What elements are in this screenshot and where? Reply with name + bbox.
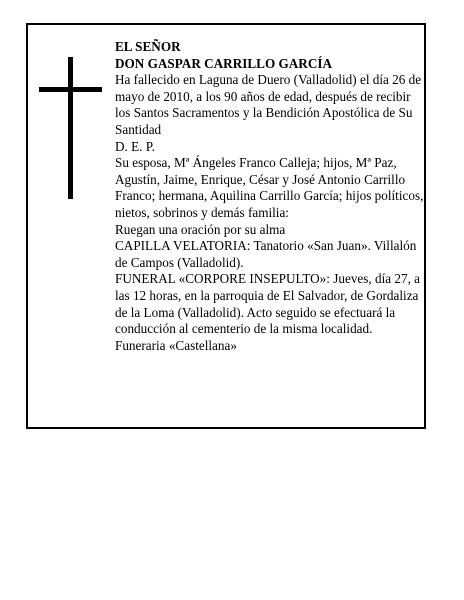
chapel-info: CAPILLA VELATORIA: Tanatorio «San Juan». Villalón de Campos (Valladolid). bbox=[115, 238, 417, 270]
funeral-home: Funeraria «Castellana» bbox=[115, 337, 237, 353]
obituary-text bbox=[115, 39, 425, 354]
funeral-info: FUNERAL «CORPORE INSEPULTO»: Jueves, día 27, a las 12 horas, en la parroquia de El Salvador, de Gordaliza de la Loma (Valladolid). Acto seguido se efectuará la conducción al cementerio de la misma localidad. bbox=[115, 271, 421, 337]
prayer-request: Ruegan una oración por su alma bbox=[115, 221, 286, 237]
deceased-name: DON GASPAR CARRILLO GARCÍA bbox=[115, 55, 332, 71]
family-list: Su esposa, Mª Ángeles Franco Calleja; hijos, Mª Paz, Agustín, Jaime, Enrique, César y José Antonio Carrillo Franco; hermana, Aquilina Carrillo García; hijos políticos, nietos, sobrinos y demás familia: bbox=[115, 155, 424, 220]
cross-vertical-bar bbox=[68, 57, 73, 199]
obituary-notice bbox=[26, 23, 426, 429]
heading-title: EL SEÑOR bbox=[115, 39, 181, 54]
death-announcement: Ha fallecido en Laguna de Duero (Valladolid) el día 26 de mayo de 2010, a los 90 años de edad, después de recibir los Santos Sacramentos y la Bendición Apostólica de Su Santidad bbox=[115, 72, 422, 137]
cross-horizontal-bar bbox=[39, 87, 102, 92]
rip-line: D. E. P. bbox=[115, 138, 155, 154]
